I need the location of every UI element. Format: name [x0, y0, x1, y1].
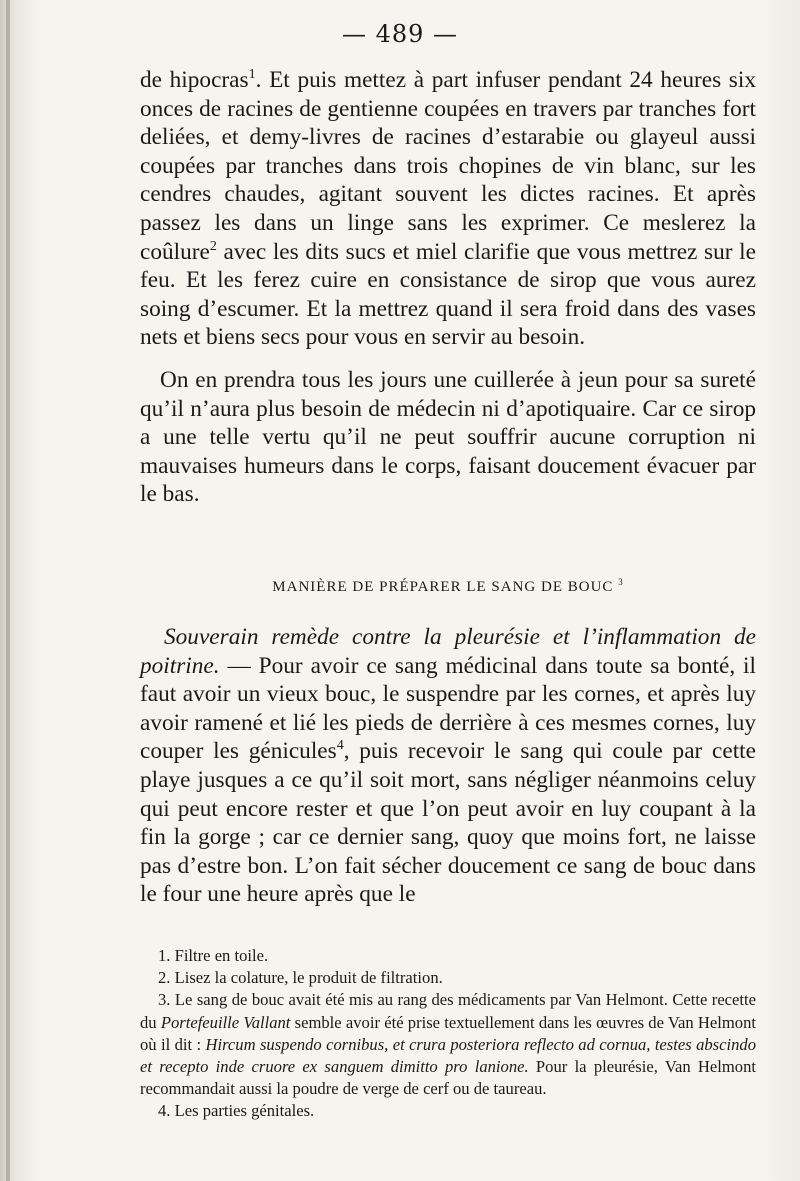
footnote-3-source-title: Portefeuille Vallant	[160, 1012, 291, 1032]
footnote-ref-1: 1	[248, 67, 256, 83]
paragraph-2: On en prendra tous les jours une cuillerée à jeun pour sa sureté qu’il n’aura plus besoin de médecin ni d’apotiquaire. Car ce sirop a une telle vertu qu’il ne peut souffrir aucune corruption ni mauvaises humeurs dans le corps, faisant doucement évacuer par le bas.	[140, 366, 756, 508]
section-heading	[140, 579, 756, 596]
section-heading-text: MANIÈRE DE PRÉPARER LE SANG DE BOUC	[272, 579, 614, 595]
paragraph-1	[140, 66, 756, 352]
main-text-section-2	[140, 623, 756, 909]
footnote-4: 4. Les parties génitales.	[158, 1101, 315, 1121]
paragraph-3-part-a: — Pour avoir ce sang médicinal dans toute sa bonté, il faut avoir un vieux bouc, le suspendre par les cornes, et après luy avoir ramené et lié les pieds de derrière à ces mesmes cornes, luy couper les génicules	[140, 652, 756, 765]
footnote-3-part-a: 3. Le sang de bouc avait été mis au rang des médicaments par Van Helmont. Cette recette du	[140, 990, 756, 1032]
paragraph-1-part-c: avec les dits sucs et miel clarifie que vous mettrez sur le feu. Et les ferez cuire en consistance de sirop que vous aurez soing d’escumer. Et la mettrez quand il sera froid dans des vases nets et biens secs pour vous en servir au besoin.	[140, 238, 756, 351]
footnote-1: 1. Filtre en toile.	[158, 946, 269, 965]
footnote-ref-2: 2	[209, 238, 217, 254]
footnote-3-part-c: semble avoir été prise textuellement dans les œuvres de Van Helmont où il dit :	[140, 1012, 756, 1054]
paragraph-3	[140, 623, 756, 909]
book-spine-shadow	[6, 0, 10, 1181]
footnote-2: 2. Lisez la colature, le produit de filtration.	[158, 968, 443, 988]
remedy-title: Souverain remède contre la pleurésie et l’inflammation de poitrine.	[140, 624, 756, 679]
footnote-3-latin-quote: Hircum suspendo cornibus, et crura posteriora reflecto ad cornua, testes abscindo et recepto inde cruore ex sanguem dimitto pro lanione.	[140, 1034, 756, 1077]
main-text-section-1	[140, 66, 756, 509]
footnote-ref-4: 4	[336, 738, 344, 754]
page-number: — 489 —	[341, 20, 459, 48]
paragraph-3-part-b: , puis recevoir le sang qui coule par cette playe jusques a ce qu’il soit mort, sans négliger néanmoins celuy qui peut encore rester et que l’on peut avoir en luy coupant à la fin la gorge ; car ce dernier sang, quoy que moins fort, ne laisse pas d’estre bon. L’on fait sécher doucement ce sang de bouc dans le four une heure après que le	[140, 738, 756, 908]
paragraph-1-part-b: . Et puis mettez à part infuser pendant 24 heures six onces de racines de gentienne coupées en travers par tranches fort deliées, et demy-livres de racines d’estarabie ou glayeul aussi coupées par tranches dans trois chopines de vin blanc, sur les cendres chaudes, agitant souvent les dictes racines. Et après passez les dans un linge sans les exprimer. Ce meslerez la coûlure	[140, 67, 756, 265]
footnote-3	[140, 989, 756, 1100]
paragraph-1-part-a: de hipocras	[140, 67, 249, 93]
footnote-3-part-e: Pour la pleurésie, Van Helmont recommandait aussi la poudre de verge de cerf ou de taureau.	[140, 1057, 756, 1099]
footnote-ref-3: 3	[618, 577, 624, 587]
footnotes	[140, 945, 756, 1123]
